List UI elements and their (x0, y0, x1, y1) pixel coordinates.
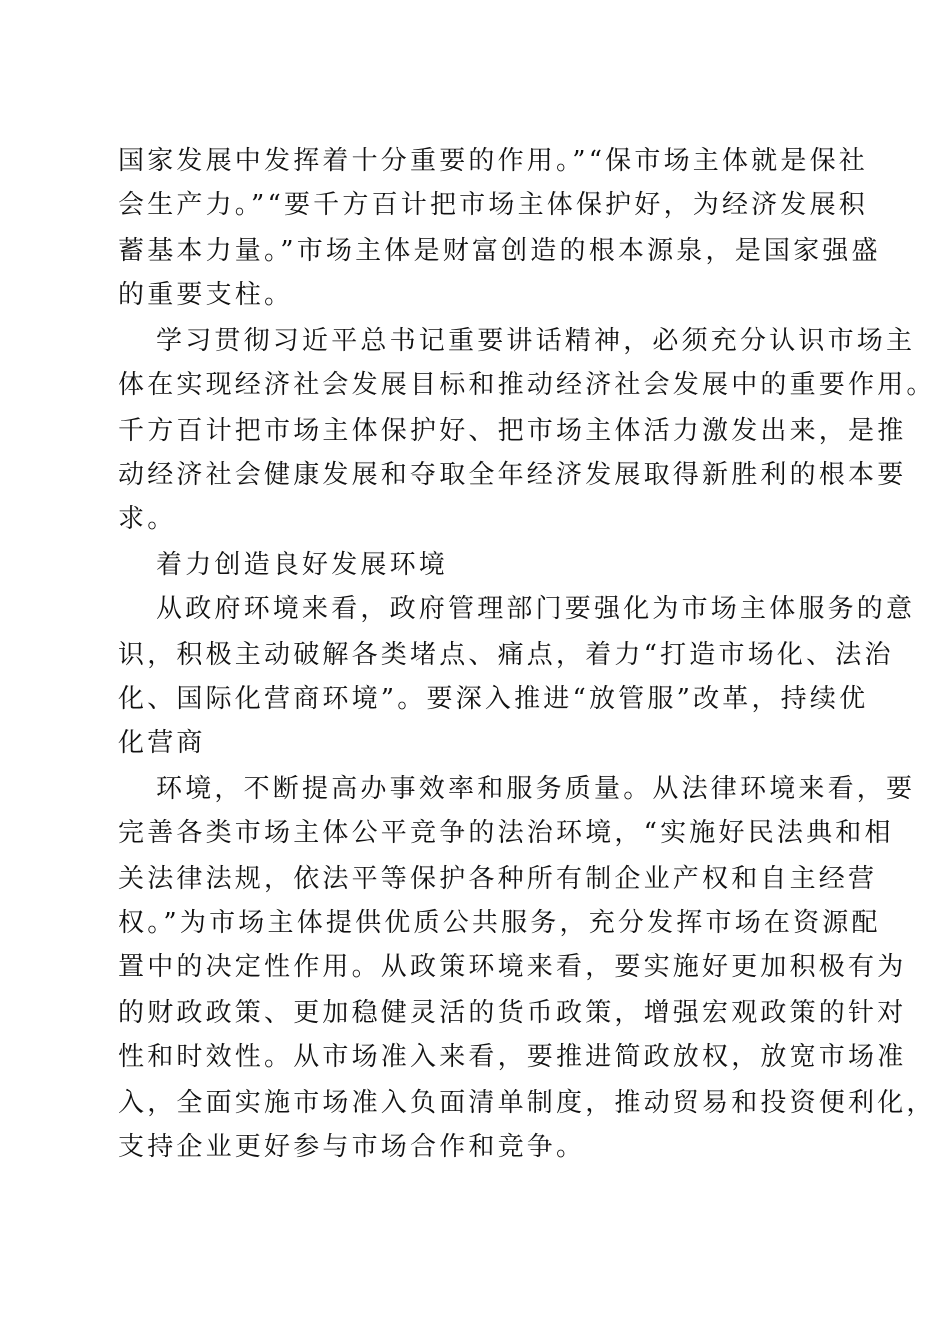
text-line-12: 识，积极主动破解各类堵点、痛点，着力“打造市场化、法治 (118, 640, 894, 670)
text-line-2: 会生产力。”“要千方百计把市场主体保护好，为经济发展积 (118, 190, 868, 220)
text-line-14: 化营商 (118, 728, 206, 758)
text-line-11: 从政府环境来看，政府管理部门要强化为市场主体服务的意 (156, 594, 916, 624)
text-line-5: 学习贯彻习近平总书记重要讲话精神，必须充分认识市场主 (156, 326, 916, 356)
text-line-8: 动经济社会健康发展和夺取全年经济发展取得新胜利的根本要 (118, 460, 907, 490)
text-line-13: 化、国际化营商环境”。要深入推进“放管服”改革，持续优 (118, 684, 869, 714)
text-line-18: 权。”为市场主体提供优质公共服务，充分发挥市场在资源配 (118, 908, 881, 938)
text-line-4: 的重要支柱。 (118, 280, 294, 310)
section-heading: 着力创造良好发展环境 (156, 550, 449, 580)
text-line-17: 关法律法规，依法平等保护各种所有制企业产权和自主经营 (118, 864, 878, 894)
text-line-9: 求。 (118, 504, 177, 534)
text-line-21: 性和时效性。从市场准入来看，要推进简政放权，放宽市场准 (118, 1042, 907, 1072)
text-line-16: 完善各类市场主体公平竞争的法治环境，“实施好民法典和相 (118, 818, 894, 848)
text-line-3: 蓄基本力量。”市场主体是财富创造的根本源泉，是国家强盛 (118, 236, 881, 266)
text-line-23: 支持企业更好参与市场合作和竞争。 (118, 1132, 586, 1162)
text-line-15: 环境，不断提高办事效率和服务质量。从法律环境来看，要 (156, 774, 916, 804)
text-line-7: 千方百计把市场主体保护好、把市场主体活力激发出来，是推 (118, 416, 907, 446)
text-line-19: 置中的决定性作用。从政策环境来看，要实施好更加积极有为 (118, 952, 907, 982)
text-line-20: 的财政政策、更加稳健灵活的货币政策，增强宏观政策的针对 (118, 998, 907, 1028)
text-line-1: 国家发展中发挥着十分重要的作用。”“保市场主体就是保社 (118, 146, 868, 176)
text-line-22: 入，全面实施市场准入负面清单制度，推动贸易和投资便利化， (118, 1088, 936, 1118)
text-line-6: 体在实现经济社会发展目标和推动经济社会发展中的重要作用。 (118, 370, 936, 400)
